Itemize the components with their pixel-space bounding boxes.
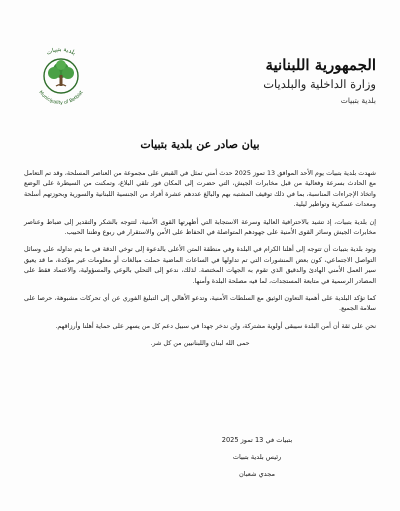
statement-body	[24, 168, 376, 349]
statement-title: بيان صادر عن بلدية بتبيات	[140, 138, 260, 151]
logo-arabic-name: بلدية بتبيات	[45, 45, 77, 57]
signature-role: رئيس بلدية بتبيات	[232, 453, 282, 461]
closing-line: حمى الله لبنان واللبنانيين من كل شر.	[150, 339, 250, 348]
ministry-heading: وزارة الداخلية والبلديات	[263, 77, 376, 91]
paragraph: إن بلدية بتبيات، إذ تشيد بالاحترافية العالية وسرعة الاستجابة التي أظهرتها القوى الأمنية، لتتوجه بالشكر والتقدير إلى ضباط وعناصر مخابرات الجيش وسائر القوى الأمنية على جهودهم المتواصلة في الحفاظ على الأمن والاستقرار في ربوع وطننا الحبيب.	[24, 217, 376, 237]
letterhead	[176, 55, 376, 109]
signature-block	[202, 432, 312, 483]
tree-logo-icon	[28, 42, 94, 108]
signature-date: بتبيات في 13 تموز 2025	[221, 436, 293, 444]
municipality-logo	[28, 42, 94, 108]
signature-name: مجدي شعبان	[238, 470, 276, 478]
paragraph: وتود بلدية بتبيات أن تتوجه إلى أهلنا الكرام في البلدة وفي منطقة المتن الأعلى بالدعوة إلى توخي الدقة في ما يتم تداوله على وسائل التواصل الاجتماعي، كون بعض المنشورات التي تم تداولها في الساعات الماضية حملت مبالغات أو معلومات غير مؤكدة، ما قد يعيق سير العمل الأمني الهادئ والدقيق الذي تقوم به الجهات المختصة. لذلك، ندعو إلى التحلي بالوعي والمسؤولية، والاعتماد فقط على المصادر الرسمية في متابعة المستجدات، لما فيه مصلحة البلدة وأمنها.	[24, 245, 376, 285]
logo-english-name: Municipality of Betbiat	[37, 90, 85, 107]
paragraph: نحن على ثقة أن أمن البلدة سيبقى أولوية مشتركة، ولن ندخر جهدا في سبيل دعم كل من يسهر على حماية أهلنا وأرزاقهم.	[55, 321, 376, 330]
republic-heading: الجمهورية اللبنانية	[265, 56, 376, 74]
svg-text:Municipality of Betbiat	[37, 90, 84, 106]
svg-text:بلدية بتبيات	[45, 46, 77, 57]
municipality-heading: بلدية بتبيات	[340, 96, 376, 105]
paragraph: شهدت بلدية بتبيات يوم الأحد الموافق 13 تموز 2025 حدث أمني تمثل في القبض على مجموعة من العناصر المسلحة، وقد تم التعامل مع الحادث بسرعة وفعالية من قبل مخابرات الجيش، التي حضرت إلى المكان فور تلقي البلاغ، وتمكنت من السيطرة على الوضع واتخاذ الإجراءات المناسبة، بما في ذلك توقيف المشتبه بهم والبالغ عددهم عشرة أفراد من الجنسية اللبنانية والسورية وبحوزتهم أسلحة ومعدات عسكرية وتواطير ليلية.	[24, 169, 376, 209]
paragraph: كما تؤكد البلدية على أهمية التعاون الوثيق مع السلطات الأمنية، وتدعو الأهالي إلى التبليغ الفوري عن أي تحركات مشبوهة، حرصا على سلامة الجميع.	[24, 294, 376, 313]
